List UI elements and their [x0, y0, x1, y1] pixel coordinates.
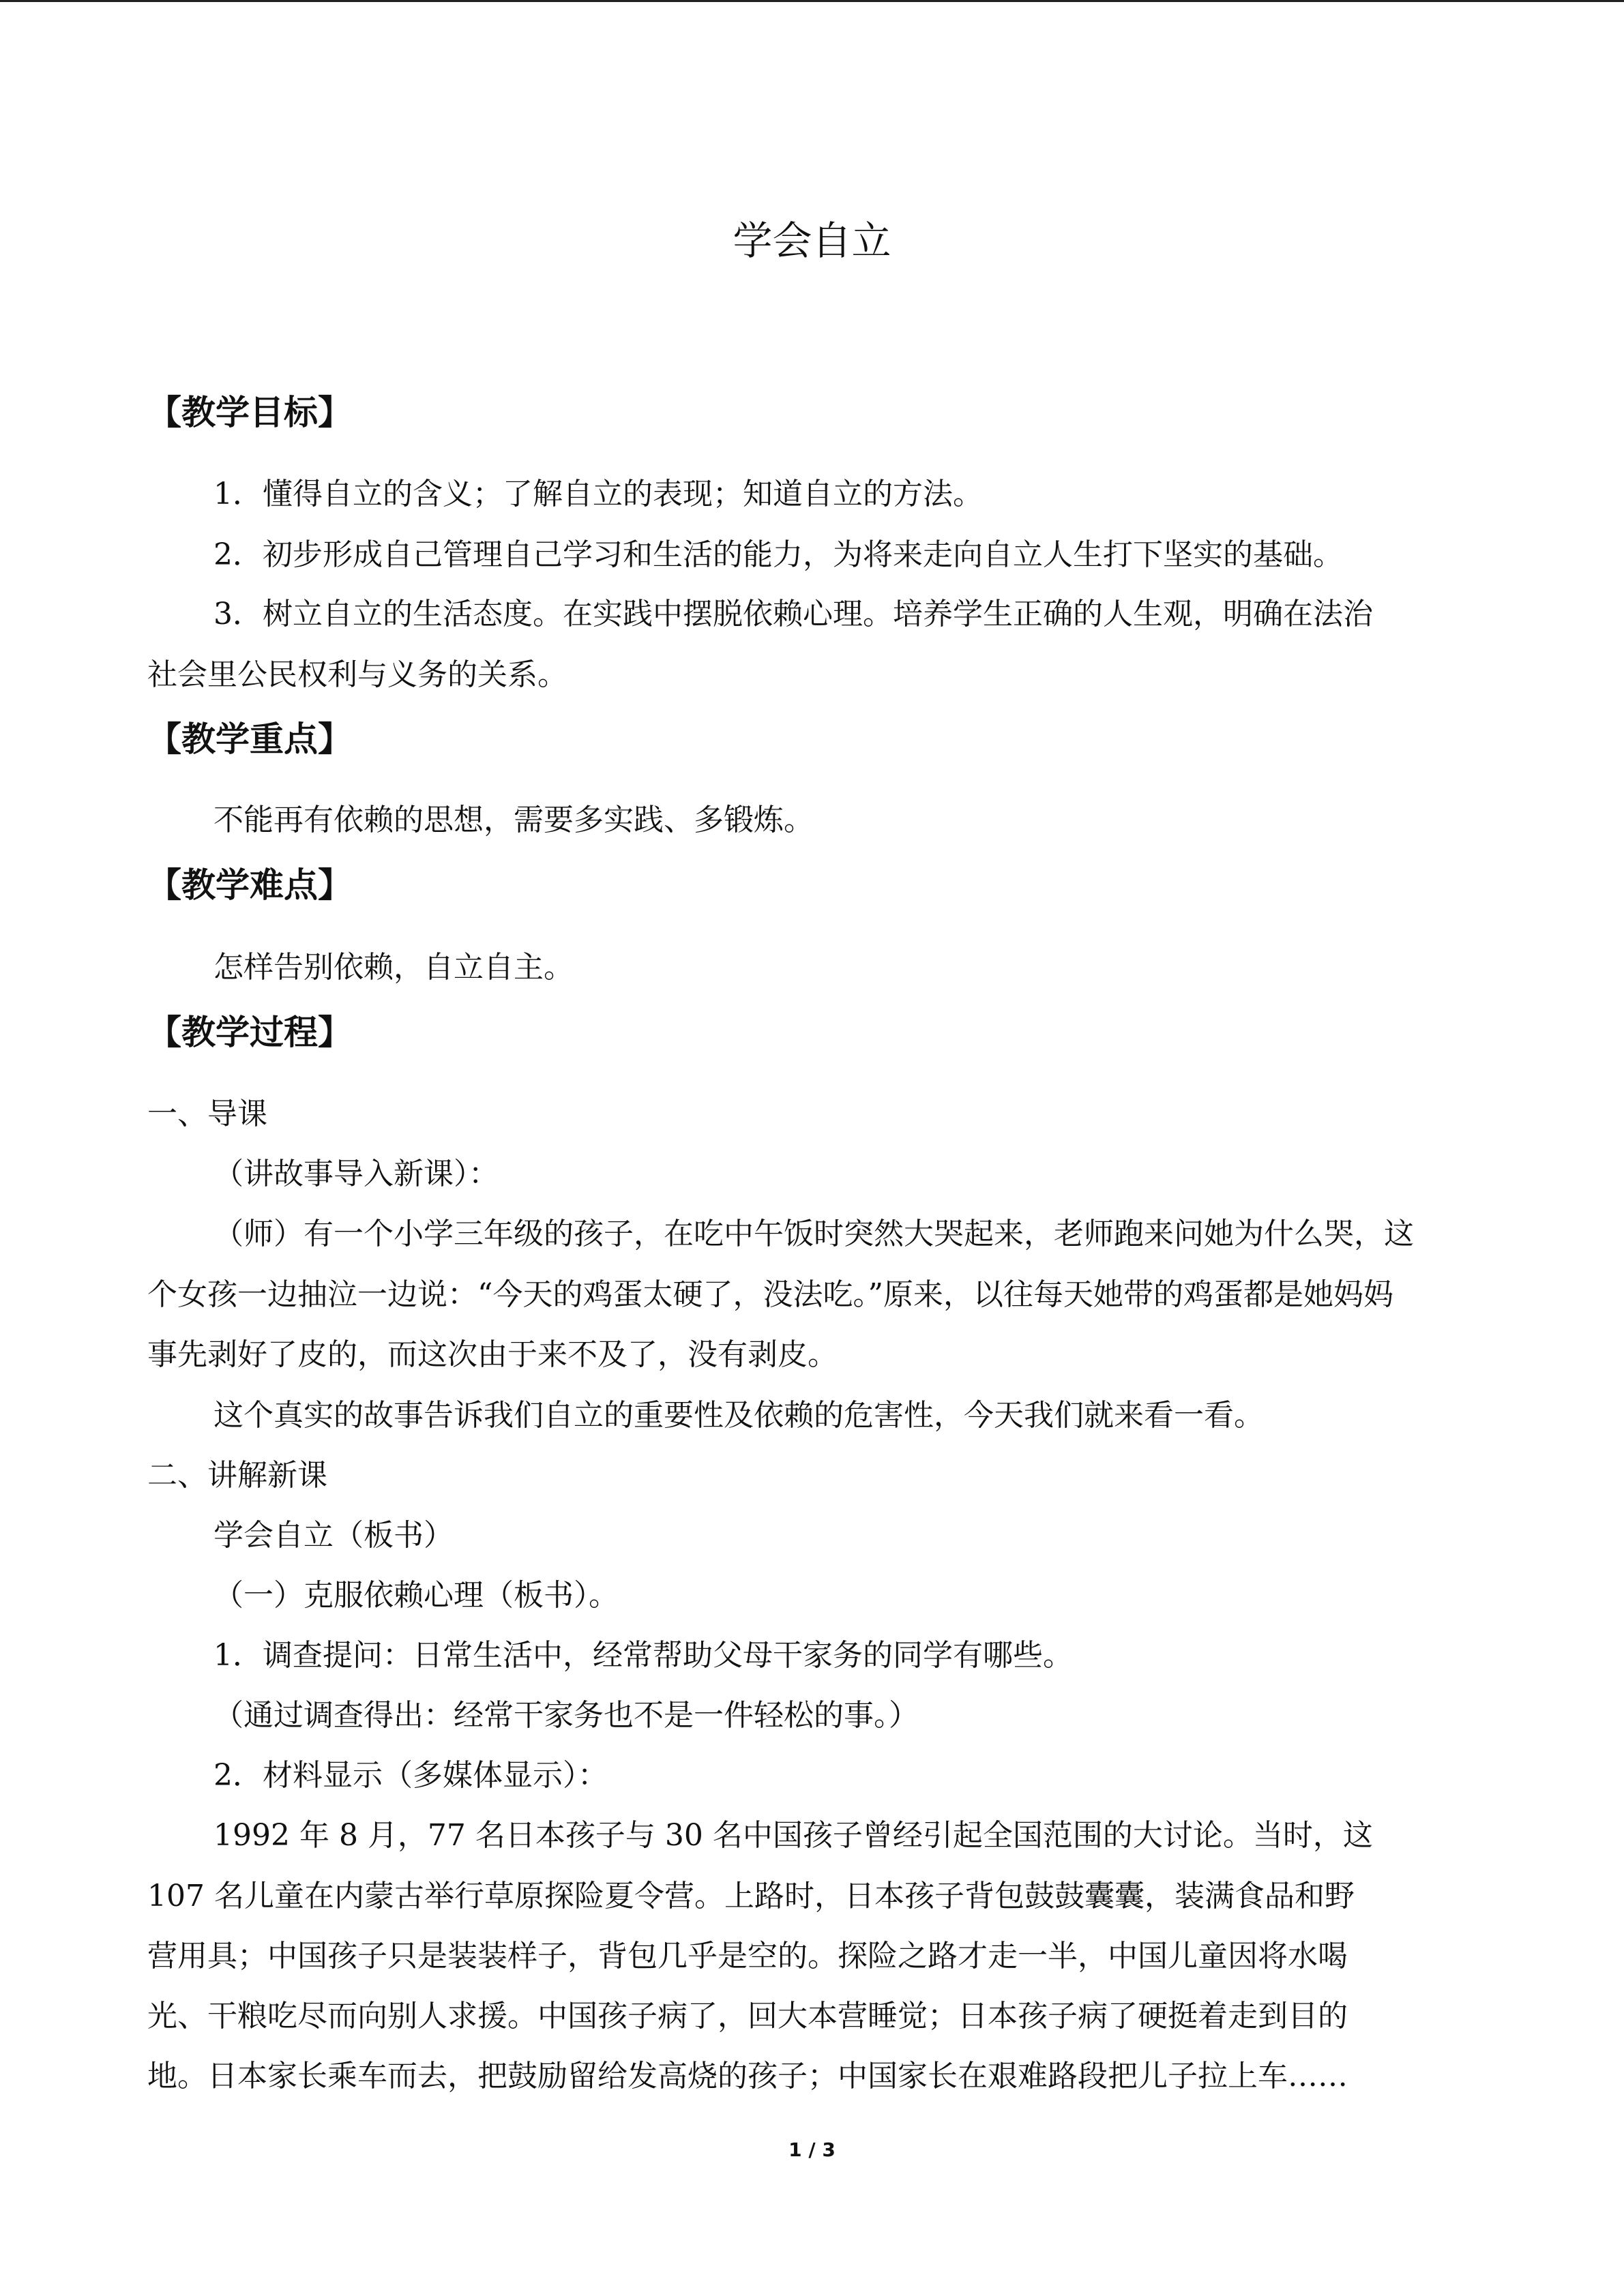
goal-line-2: 2．初步形成自己管理自己学习和生活的能力，为将来走向自立人生打下坚实的基础。 — [213, 537, 1343, 572]
process-line-12: 2．材料显示（多媒体显示）： — [213, 1758, 608, 1793]
heading-teaching-goals: 【教学目标】 — [147, 393, 352, 432]
key-point-text: 不能再有依赖的思想，需要多实践、多锻炼。 — [213, 803, 814, 837]
process-line-11: （通过调查得出：经常干家务也不是一件轻松的事。） — [213, 1698, 919, 1733]
process-line-16: 光、干粮吃尽而向别人求援。中国孩子病了，回大本营睡觉；日本孩子病了硬挺着走到目的 — [147, 1999, 1348, 2033]
page-number: 1 / 3 — [788, 2138, 836, 2161]
document-title: 学会自立 — [733, 218, 891, 264]
goal-line-4: 社会里公民权利与义务的关系。 — [147, 657, 567, 692]
process-line-6: 这个真实的故事告诉我们自立的重要性及依赖的危害性，今天我们就来看一看。 — [213, 1398, 1264, 1433]
process-line-3: （师）有一个小学三年级的孩子，在吃中午饭时突然大哭起来，老师跑来问她为什么哭，这 — [213, 1217, 1414, 1251]
process-line-5: 事先剥好了皮的，而这次由于来不及了，没有剥皮。 — [147, 1337, 838, 1372]
goal-line-3: 3．树立自立的生活态度。在实践中摆脱依赖心理。培养学生正确的人生观，明确在法治 — [213, 597, 1373, 631]
process-line-15: 营用具；中国孩子只是装装样子，背包几乎是空的。探险之路才走一半，中国儿童因将水喝 — [147, 1939, 1348, 1973]
difficulty-text: 怎样告别依赖，自立自主。 — [213, 950, 574, 985]
heading-key-point: 【教学重点】 — [147, 719, 352, 759]
process-line-9: （一）克服依赖心理（板书）。 — [213, 1578, 619, 1613]
process-line-4: 个女孩一边抽泣一边说：“今天的鸡蛋太硬了，没法吃。”原来，以往每天她带的鸡蛋都是她妈妈 — [147, 1277, 1393, 1312]
goal-line-1: 1．懂得自立的含义；了解自立的表现；知道自立的方法。 — [213, 477, 983, 511]
top-border — [0, 0, 1624, 2]
process-line-7: 二、讲解新课 — [147, 1458, 327, 1493]
process-line-8: 学会自立（板书） — [213, 1518, 454, 1553]
heading-difficulty: 【教学难点】 — [147, 865, 352, 905]
process-line-1: 一、导课 — [147, 1097, 267, 1131]
process-line-13: 1992 年 8 月，77 名日本孩子与 30 名中国孩子曾经引起全国范围的大讨论。当时，这 — [213, 1818, 1373, 1853]
heading-teaching-process: 【教学过程】 — [147, 1013, 352, 1052]
process-line-10: 1．调查提问：日常生活中，经常帮助父母干家务的同学有哪些。 — [213, 1638, 1073, 1673]
process-line-17: 地。日本家长乘车而去，把鼓励留给发高烧的孩子；中国家长在艰难路段把儿子拉上车…… — [147, 2059, 1348, 2093]
process-line-2: （讲故事导入新课）： — [213, 1157, 499, 1191]
process-line-14: 107 名儿童在内蒙古举行草原探险夏令营。上路时，日本孩子背包鼓鼓囊囊，装满食品和野 — [147, 1879, 1355, 1913]
